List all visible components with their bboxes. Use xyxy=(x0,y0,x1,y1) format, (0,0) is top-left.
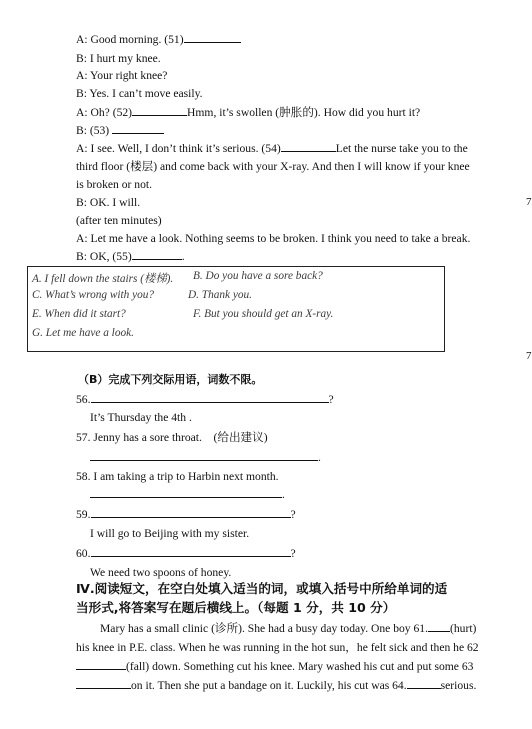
choice-e: E. When did it start? xyxy=(32,308,126,320)
question-number: 56. xyxy=(76,393,91,406)
dialogue-line-8 xyxy=(76,159,470,174)
passage-line-1 xyxy=(100,619,520,639)
passage-line-3 xyxy=(76,657,521,677)
answer-blank-58[interactable] xyxy=(90,487,282,498)
question-58: 58. I am taking a trip to Harbin next month. xyxy=(76,470,279,483)
dialogue-text: Let the nurse take you to the xyxy=(335,142,468,155)
choice-b: B. Do you have a sore back? xyxy=(193,270,323,282)
question-end-mark: . xyxy=(318,451,321,464)
dialogue-text: A: Your right knee? xyxy=(76,69,168,82)
dialogue-line-9 xyxy=(76,177,152,192)
section-iv-heading-2: 当形式,将答案写在题后横线上。（每题 1 分，共 10 分） xyxy=(76,600,396,615)
question-60 xyxy=(76,546,296,561)
answer-60: We need two spoons of honey. xyxy=(90,566,232,579)
margin-mark: 7 xyxy=(526,196,532,208)
passage-text: on it. Then she put a bandage on it. Luckily, his cut was 64. xyxy=(131,679,407,692)
question-number: 59. xyxy=(76,508,91,521)
answer-blank-57[interactable] xyxy=(90,450,318,461)
dialogue-text: A: Good morning. (51) xyxy=(76,33,184,46)
choice-g: G. Let me have a look. xyxy=(32,327,134,339)
dialogue-text: A: Oh? (52) xyxy=(76,106,133,119)
choice-f: F. But you should get an X-ray. xyxy=(193,308,334,320)
passage-text: (hurt) xyxy=(450,622,477,635)
answer-58-line xyxy=(90,487,285,502)
dialogue-line-6 xyxy=(76,123,164,138)
answer-57-line xyxy=(90,450,321,465)
dialogue-text: A: I see. Well, I don’t think it’s serious. (54) xyxy=(76,142,281,155)
section-iv-heading-1: Ⅳ.阅读短文，在空白处填入适当的词，或填入括号中所给单词的适 xyxy=(76,581,448,596)
answer-blank-60[interactable] xyxy=(91,546,291,557)
answer-blank-54[interactable] xyxy=(281,141,336,152)
dialogue-text: is broken or not. xyxy=(76,178,152,191)
question-56 xyxy=(76,392,334,407)
section-b-heading: （B）完成下列交际用语，词数不限。 xyxy=(78,373,263,386)
answer-56: It’s Thursday the 4th . xyxy=(90,411,192,424)
question-57 xyxy=(76,430,268,445)
dialogue-line-13 xyxy=(76,249,185,264)
question-end-mark: ? xyxy=(290,547,296,560)
answer-blank-53[interactable] xyxy=(112,123,164,134)
margin-mark: 7 xyxy=(526,350,532,362)
dialogue-text: Hmm, it’s swollen (肿胀的). How did you hurt it? xyxy=(187,106,421,119)
dialogue-line-3 xyxy=(76,68,167,83)
dialogue-text: B: (53) xyxy=(76,124,110,137)
dialogue-text: B: OK. I will. xyxy=(76,196,141,209)
passage-text: Mary has a small clinic (诊所). She had a busy day today. One boy 61. xyxy=(100,622,428,635)
question-number: 60. xyxy=(76,547,91,560)
answer-blank-64[interactable] xyxy=(407,678,441,689)
dialogue-line-5 xyxy=(76,105,420,120)
question-end-mark: ? xyxy=(328,393,334,406)
dialogue-line-2 xyxy=(76,51,161,66)
question-end-mark: ? xyxy=(290,508,296,521)
answer-blank-55[interactable] xyxy=(132,249,182,260)
answer-blank-61[interactable] xyxy=(428,621,450,632)
dialogue-line-7 xyxy=(76,141,468,156)
dialogue-line-10 xyxy=(76,195,140,210)
dialogue-line-12 xyxy=(76,231,470,246)
dialogue-line-11 xyxy=(76,213,162,228)
choice-d: D. Thank you. xyxy=(188,289,253,301)
choice-c: C. What’s wrong with you? xyxy=(32,289,155,301)
dialogue-text: B: Yes. I can’t move easily. xyxy=(76,87,203,100)
question-end-mark: . xyxy=(282,488,285,501)
dialogue-text: . xyxy=(181,250,185,263)
passage-text: serious. xyxy=(440,679,477,692)
answer-blank-52[interactable] xyxy=(132,105,187,116)
choice-a: A. I fell down the stairs (楼梯). xyxy=(32,273,174,285)
dialogue-text: A: Let me have a look. Nothing seems to be broken. I think you need to take a break. xyxy=(76,232,471,245)
dialogue-line-4 xyxy=(76,86,203,101)
dialogue-text: B: OK, (55) xyxy=(76,250,132,263)
answer-blank-62[interactable] xyxy=(76,659,126,670)
question-59 xyxy=(76,507,296,522)
passage-line-2 xyxy=(76,638,521,658)
answer-blank-56[interactable] xyxy=(91,392,329,403)
passage-line-4 xyxy=(76,676,521,696)
dialogue-line-1 xyxy=(76,32,241,47)
answer-blank-51[interactable] xyxy=(184,32,241,43)
dialogue-text: third floor (楼层) and come back with your X-ray. And then I will know if your knee xyxy=(76,160,470,173)
dialogue-text: B: I hurt my knee. xyxy=(76,52,161,65)
question-hint: (给出建议) xyxy=(213,431,268,444)
answer-blank-63[interactable] xyxy=(76,678,131,689)
choices-box xyxy=(27,266,445,352)
passage-text: (fall) down. Something cut his knee. Mary washed his cut and put some 63 xyxy=(126,660,474,673)
answer-59: I will go to Beijing with my sister. xyxy=(90,527,250,540)
answer-blank-59[interactable] xyxy=(91,507,291,518)
dialogue-text: (after ten minutes) xyxy=(76,214,162,227)
passage-text: his knee in P.E. class. When he was running in the hot sun，he felt sick and then he 62 xyxy=(76,641,479,654)
question-text: 57. Jenny has a sore throat. xyxy=(76,431,202,444)
